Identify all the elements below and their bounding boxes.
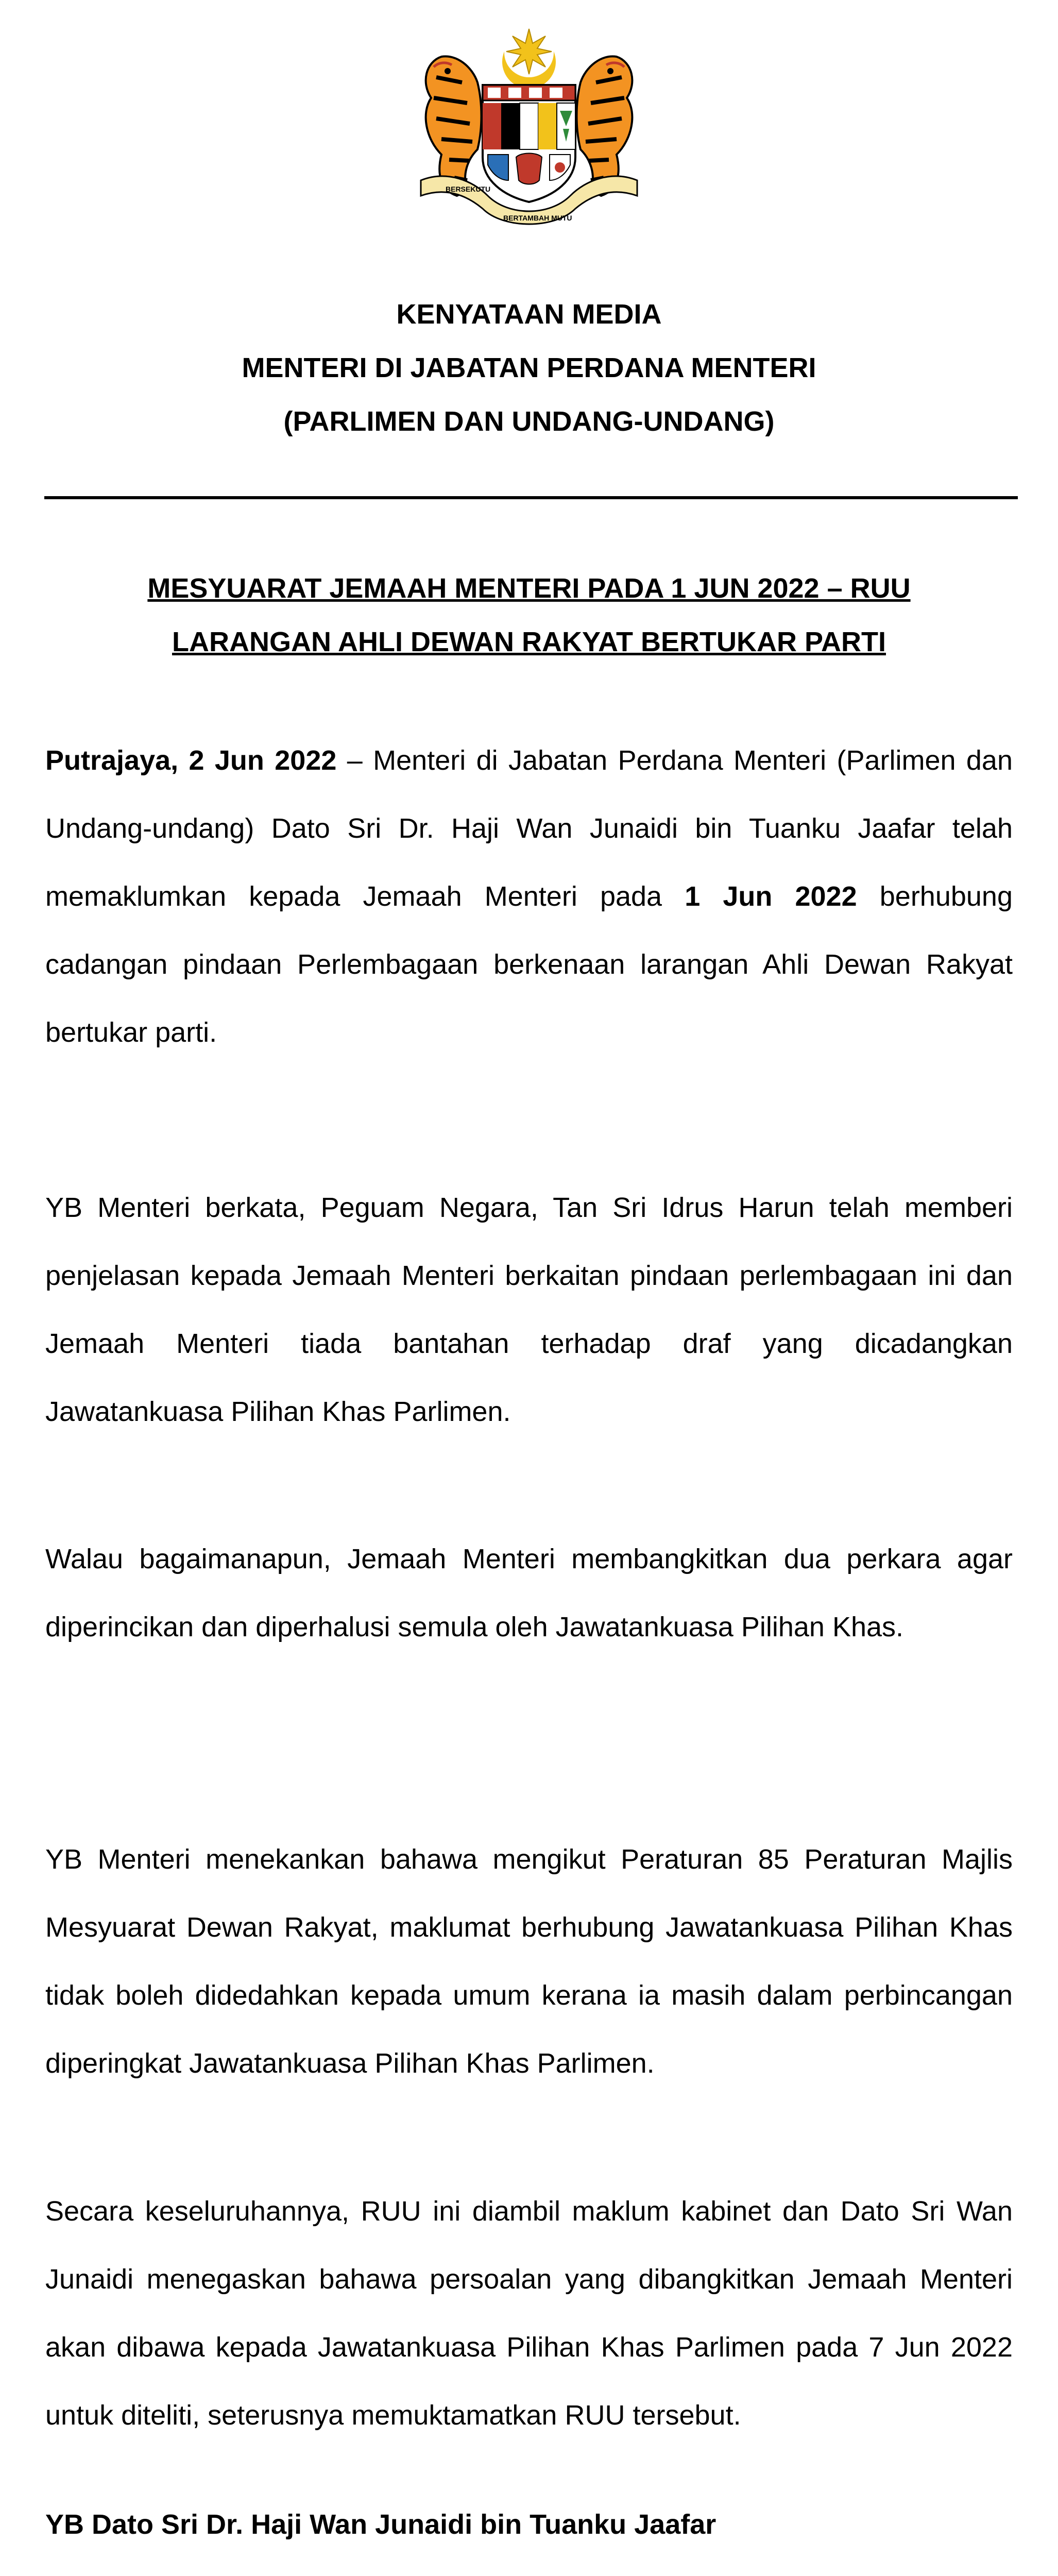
left-tiger	[426, 56, 482, 196]
malaysia-coat-of-arms-icon	[405, 26, 653, 232]
motto-left-text: BERSEKUTU	[446, 185, 491, 193]
meeting-date: 1 Jun 2022	[685, 881, 857, 912]
paragraph-3: Walau bagaimanapun, Jemaah Menteri membangkitkan dua perkara agar diperincikan dan diperhalusi semula oleh Jawatankuasa Pilihan Khas.	[45, 1544, 1013, 1642]
header-divider	[44, 496, 1018, 499]
document-header	[0, 287, 1058, 448]
header-line-1: KENYATAAN MEDIA	[396, 299, 662, 330]
header-line-2: MENTERI DI JABATAN PERDANA MENTERI	[242, 352, 816, 383]
dateline: Putrajaya, 2 Jun 2022	[45, 745, 337, 776]
paragraph-4: YB Menteri menekankan bahawa mengikut Peraturan 85 Peraturan Majlis Mesyuarat Dewan Rakyat, maklumat berhubung Jawatankuasa Pilihan Khas tidak boleh didedahkan kepada umum kerana ia masih dalam perbincangan diperingkat Jawatankuasa Pilihan Khas Parlimen.	[45, 1844, 1013, 2079]
right-tiger	[577, 56, 633, 196]
paragraph-5: Secara keseluruhannya, RUU ini diambil maklum kabinet dan Dato Sri Wan Junaidi menegaskan bahawa persoalan yang dibangkitkan Jemaah Menteri akan dibawa kepada Jawatankuasa Pilihan Khas Parlimen pada 7 Jun 2022 untuk diteliti, seterusnya memuktamatkan RUU tersebut.	[45, 2196, 1013, 2431]
signature-name: YB Dato Sri Dr. Haji Wan Junaidi bin Tuanku Jaafar	[45, 2509, 716, 2540]
crescent-star	[502, 28, 556, 89]
document-title: MESYUARAT JEMAAH MENTERI PADA 1 JUN 2022 – RUU LARANGAN AHLI DEWAN RAKYAT BERTUKAR PARTI	[147, 573, 911, 657]
header-line-3: (PARLIMEN DAN UNDANG-UNDANG)	[283, 406, 775, 437]
paragraph-1	[45, 726, 1013, 1066]
paragraph-2: YB Menteri berkata, Peguam Negara, Tan Sri Idrus Harun telah memberi penjelasan kepada Jemaah Menteri berkaitan pindaan perlembagaan ini dan Jemaah Menteri tiada bantahan terhadap draf yang dicadangkan Jawatankuasa Pilihan Khas Parlimen.	[45, 1192, 1013, 1427]
shield	[483, 85, 575, 202]
motto-right-text: BERTAMBAH MUTU	[503, 214, 572, 222]
paragraph-1-text-b: berhubung cadangan pindaan Perlembagaan berkenaan larangan Ahli Dewan Rakyat bertukar parti.	[45, 881, 1013, 1048]
paragraph-1-text-a: – Menteri di Jabatan Perdana Menteri (Parlimen dan Undang-undang) Dato Sri Dr. Haji Wan Junaidi bin Tuanku Jaafar telah memaklumkan kepada Jemaah Menteri pada	[45, 745, 1013, 912]
